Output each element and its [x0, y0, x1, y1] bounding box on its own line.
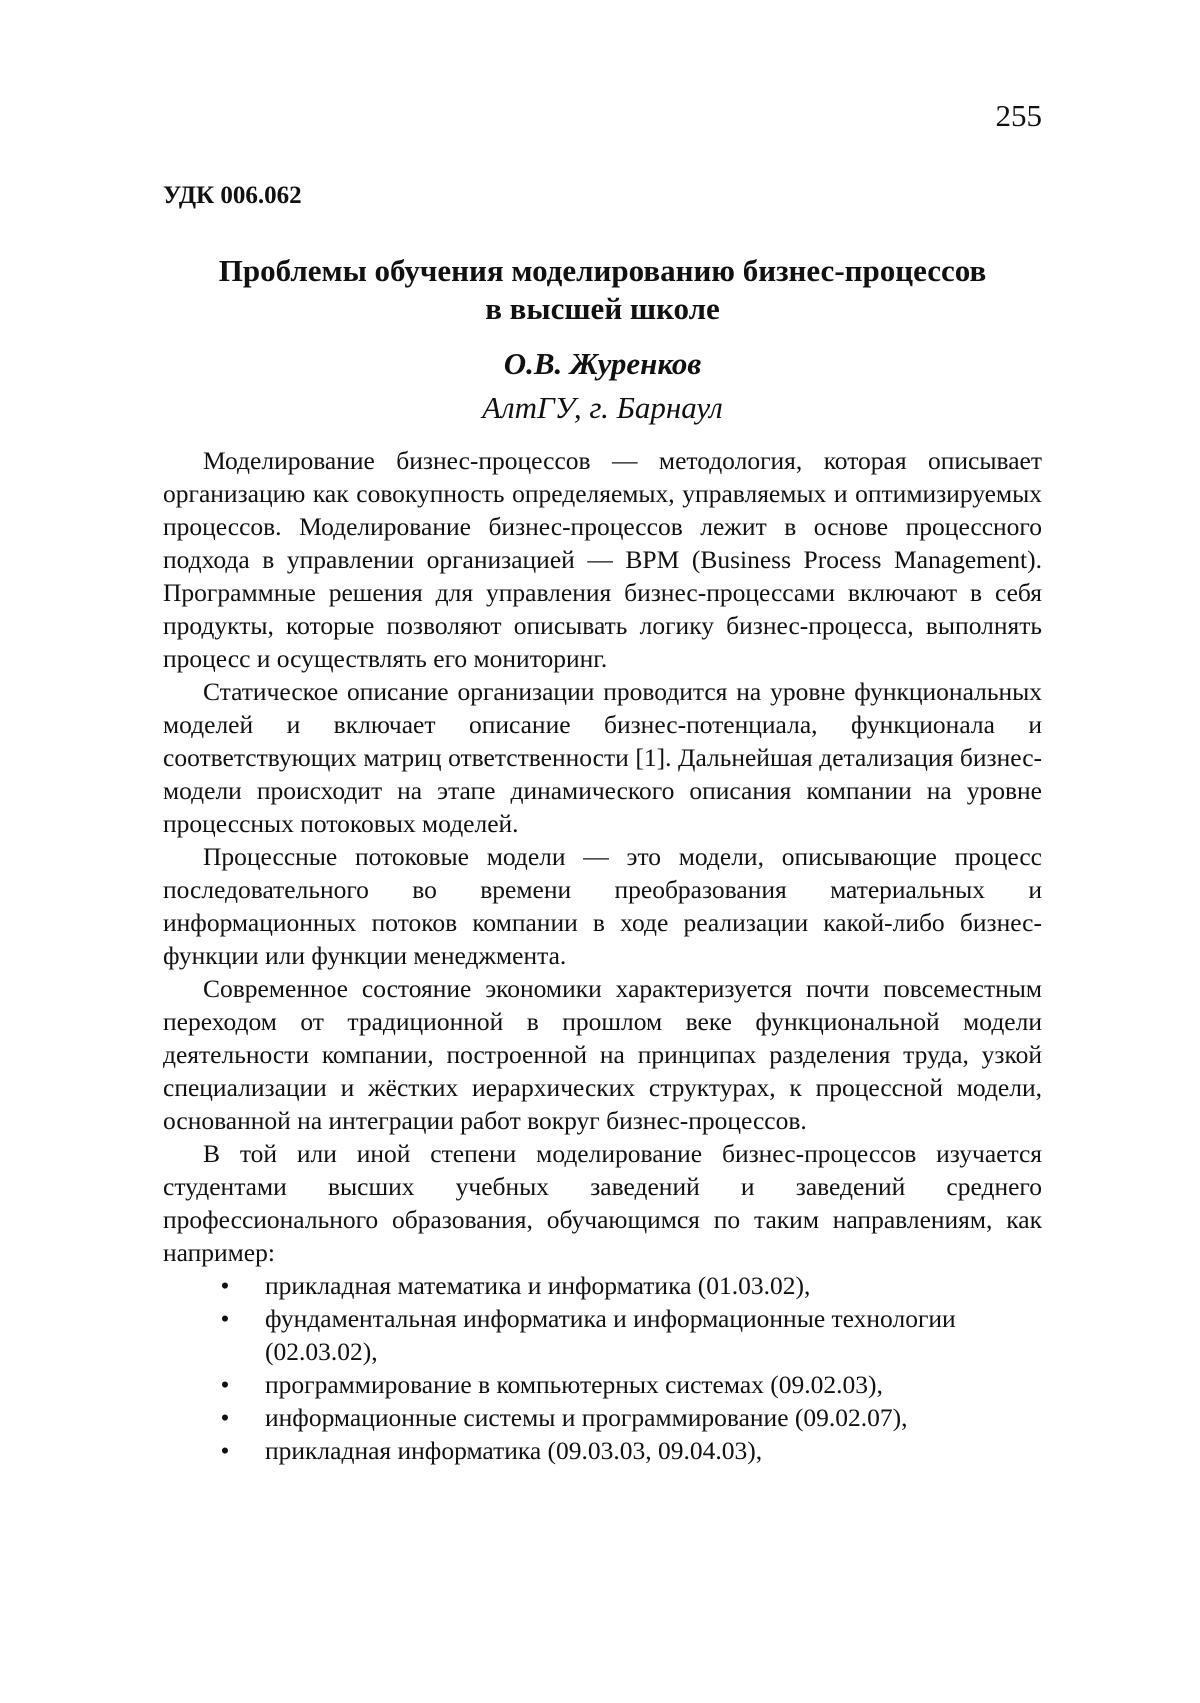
article-body [163, 444, 1042, 1467]
author-affiliation: АлтГУ, г. Барнаул [163, 392, 1042, 423]
program-list [163, 1269, 1042, 1467]
bullet-icon: • [215, 1401, 235, 1434]
article-title [163, 252, 1042, 328]
paragraph: Моделирование бизнес-процессов — методология, которая описывает организацию как совокупность определяемых, управляемых и оптимизируемых процессов. Моделирование бизнес-процессов лежит в основе процессного подхода в управлении организацией — BPM (Business Process Management). Программные решения для управления бизнес-процессами включают в себя продукты, которые позволяют описывать логику бизнес-процесса, выполнять процесс и осуществлять его мониторинг. [163, 444, 1042, 675]
list-item-text: программирование в компьютерных системах (09.02.03), [265, 1370, 883, 1399]
paragraph: В той или иной степени моделирование бизнес-процессов изучается студентами высших учебных заведений и заведений среднего профессионального образования, обучающимся по таким направлениям, как например: [163, 1137, 1042, 1269]
bullet-icon: • [215, 1368, 235, 1401]
list-item [163, 1434, 1042, 1467]
bullet-icon: • [215, 1302, 235, 1335]
list-item [163, 1302, 1042, 1368]
list-item [163, 1401, 1042, 1434]
author-name: О.В. Журенков [163, 348, 1042, 379]
article-title-line-2: в высшей школе [163, 290, 1042, 328]
list-item-text: прикладная математика и информатика (01.03.02), [265, 1271, 810, 1300]
page-number: 255 [996, 100, 1043, 131]
bullet-icon: • [215, 1434, 235, 1467]
udk-code: УДК 006.062 [163, 183, 302, 208]
bullet-icon: • [215, 1269, 235, 1302]
paragraph: Современное состояние экономики характеризуется почти повсеместным переходом от традиционной в прошлом веке функциональной модели деятельности компании, построенной на принципах разделения труда, узкой специализации и жёстких иерархических структурах, к процессной модели, основанной на интеграции работ вокруг бизнес-процессов. [163, 972, 1042, 1137]
paragraph: Процессные потоковые модели — это модели, описывающие процесс последовательного во времени преобразования материальных и информационных потоков компании в ходе реализации какой-либо бизнес-функции или функции менеджмента. [163, 840, 1042, 972]
paragraph: Статическое описание организации проводится на уровне функциональных моделей и включает описание бизнес-потенциала, функционала и соответствующих матриц ответственности [1]. Дальнейшая детализация бизнес-модели происходит на этапе динамического описания компании на уровне процессных потоковых моделей. [163, 675, 1042, 840]
article-title-line-1: Проблемы обучения моделированию бизнес-процессов [163, 252, 1042, 290]
list-item-text: фундаментальная информатика и информационные технологии (02.03.02), [265, 1304, 956, 1366]
list-item-text: прикладная информатика (09.03.03, 09.04.03), [265, 1436, 762, 1465]
list-item [163, 1368, 1042, 1401]
document-page [0, 0, 1200, 1703]
list-item-text: информационные системы и программирование (09.02.07), [265, 1403, 908, 1432]
list-item [163, 1269, 1042, 1302]
